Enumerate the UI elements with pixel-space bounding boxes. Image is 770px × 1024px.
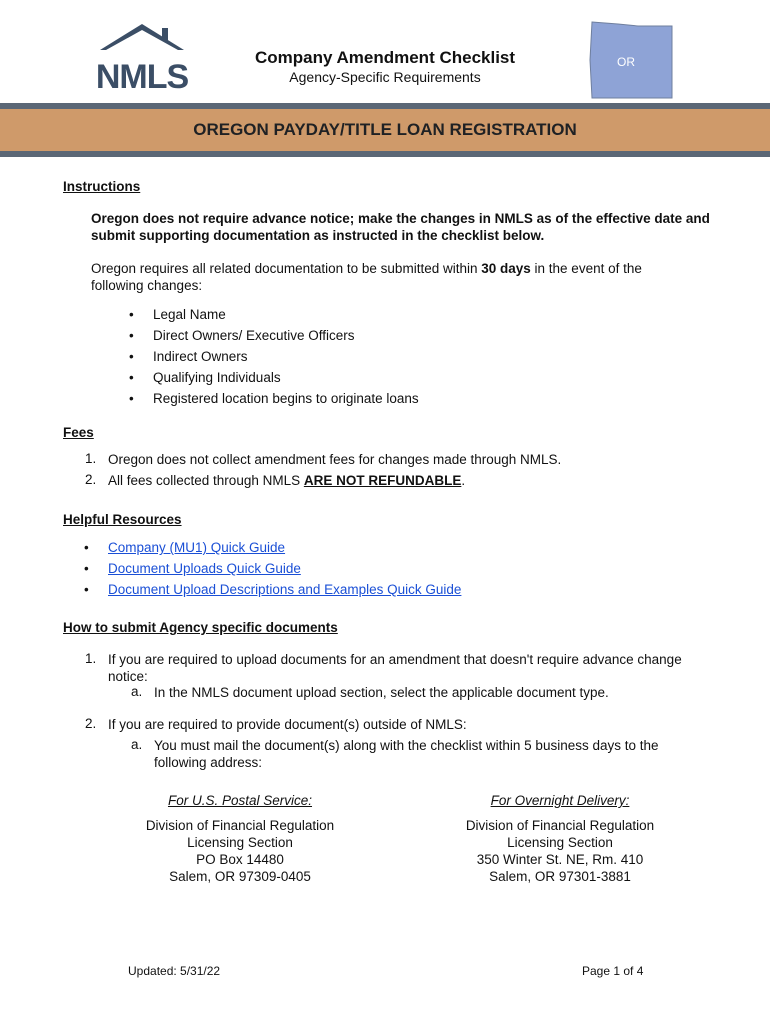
submit-sub-letter: a. bbox=[131, 737, 143, 752]
link-document-uploads-guide[interactable]: Document Uploads Quick Guide bbox=[108, 561, 301, 576]
link-document-descriptions-guide[interactable]: Document Upload Descriptions and Examples Quick Guide bbox=[108, 582, 462, 597]
logo-text: NMLS bbox=[95, 58, 189, 94]
submit-sub-item: You must mail the document(s) along with the checklist within 5 business days to the following address: bbox=[154, 738, 659, 770]
fee-number: 2. bbox=[85, 472, 97, 487]
not-refundable-emphasis: ARE NOT REFUNDABLE bbox=[303, 473, 462, 488]
address-line: Division of Financial Regulation bbox=[145, 818, 335, 833]
address-line: Salem, OR 97309-0405 bbox=[169, 869, 311, 884]
fee-text-prefix: All fees collected through NMLS bbox=[108, 473, 304, 488]
address-line: Division of Financial Regulation bbox=[465, 818, 655, 833]
list-item: • Registered location begins to originate loans bbox=[153, 388, 419, 409]
instructions-notice: Oregon does not require advance notice; make the changes in NMLS as of the effective date and submit supporting documentation as instructed in the checklist below. bbox=[91, 211, 710, 243]
fee-text-suffix: . bbox=[461, 473, 466, 488]
submit-sub-letter: a. bbox=[131, 684, 143, 699]
instructions-heading: Instructions bbox=[63, 179, 141, 194]
list-item: • Qualifying Individuals bbox=[153, 367, 419, 388]
requirement-days: 30 days bbox=[481, 261, 531, 276]
overnight-address bbox=[440, 817, 680, 885]
changes-list bbox=[153, 304, 419, 409]
submit-heading: How to submit Agency specific documents bbox=[63, 620, 338, 635]
list-item: • Direct Owners/ Executive Officers bbox=[153, 325, 419, 346]
requirement-prefix: Oregon requires all related documentation to be submitted within bbox=[91, 261, 482, 276]
instructions-requirement bbox=[91, 260, 691, 294]
nmls-logo bbox=[92, 18, 192, 94]
postal-address bbox=[120, 817, 360, 885]
submit-item: If you are required to upload documents for an amendment that doesn't require advance change notice: bbox=[108, 652, 682, 684]
banner-bottom-bar bbox=[0, 151, 770, 157]
requirement-suffix: in the event of the following changes: bbox=[91, 261, 642, 293]
address-line: Licensing Section bbox=[187, 835, 293, 850]
resources-list bbox=[108, 537, 461, 600]
submit-number: 1. bbox=[85, 651, 97, 666]
list-item: • Indirect Owners bbox=[153, 346, 419, 367]
submit-item: If you are required to provide document(s) outside of NMLS: bbox=[108, 717, 467, 732]
oregon-map-icon bbox=[588, 20, 674, 100]
submit-number: 2. bbox=[85, 716, 97, 731]
fees-heading: Fees bbox=[63, 425, 94, 440]
list-item: • Legal Name bbox=[153, 304, 419, 325]
state-code: OR bbox=[617, 55, 635, 69]
banner-title: OREGON PAYDAY/TITLE LOAN REGISTRATION bbox=[193, 120, 577, 139]
postal-heading: For U.S. Postal Service: bbox=[167, 793, 313, 808]
fee-item bbox=[108, 472, 465, 489]
page-subtitle: Agency-Specific Requirements bbox=[289, 69, 481, 85]
list-item bbox=[108, 537, 461, 558]
address-line: 350 Winter St. NE, Rm. 410 bbox=[476, 852, 644, 867]
link-company-quick-guide[interactable]: Company (MU1) Quick Guide bbox=[108, 540, 286, 555]
fee-number: 1. bbox=[85, 451, 97, 466]
overnight-heading: For Overnight Delivery: bbox=[490, 793, 630, 808]
address-line: Licensing Section bbox=[507, 835, 613, 850]
address-line: Salem, OR 97301-3881 bbox=[489, 869, 631, 884]
list-item bbox=[108, 558, 461, 579]
address-line: PO Box 14480 bbox=[196, 852, 284, 867]
page-title: Company Amendment Checklist bbox=[254, 48, 516, 67]
page-number: Page 1 of 4 bbox=[582, 964, 644, 978]
resources-heading: Helpful Resources bbox=[63, 512, 182, 527]
updated-date: Updated: 5/31/22 bbox=[128, 964, 221, 978]
submit-sub-item: In the NMLS document upload section, select the applicable document type. bbox=[154, 685, 609, 700]
list-item bbox=[108, 579, 461, 600]
fee-item: Oregon does not collect amendment fees for changes made through NMLS. bbox=[108, 452, 562, 467]
